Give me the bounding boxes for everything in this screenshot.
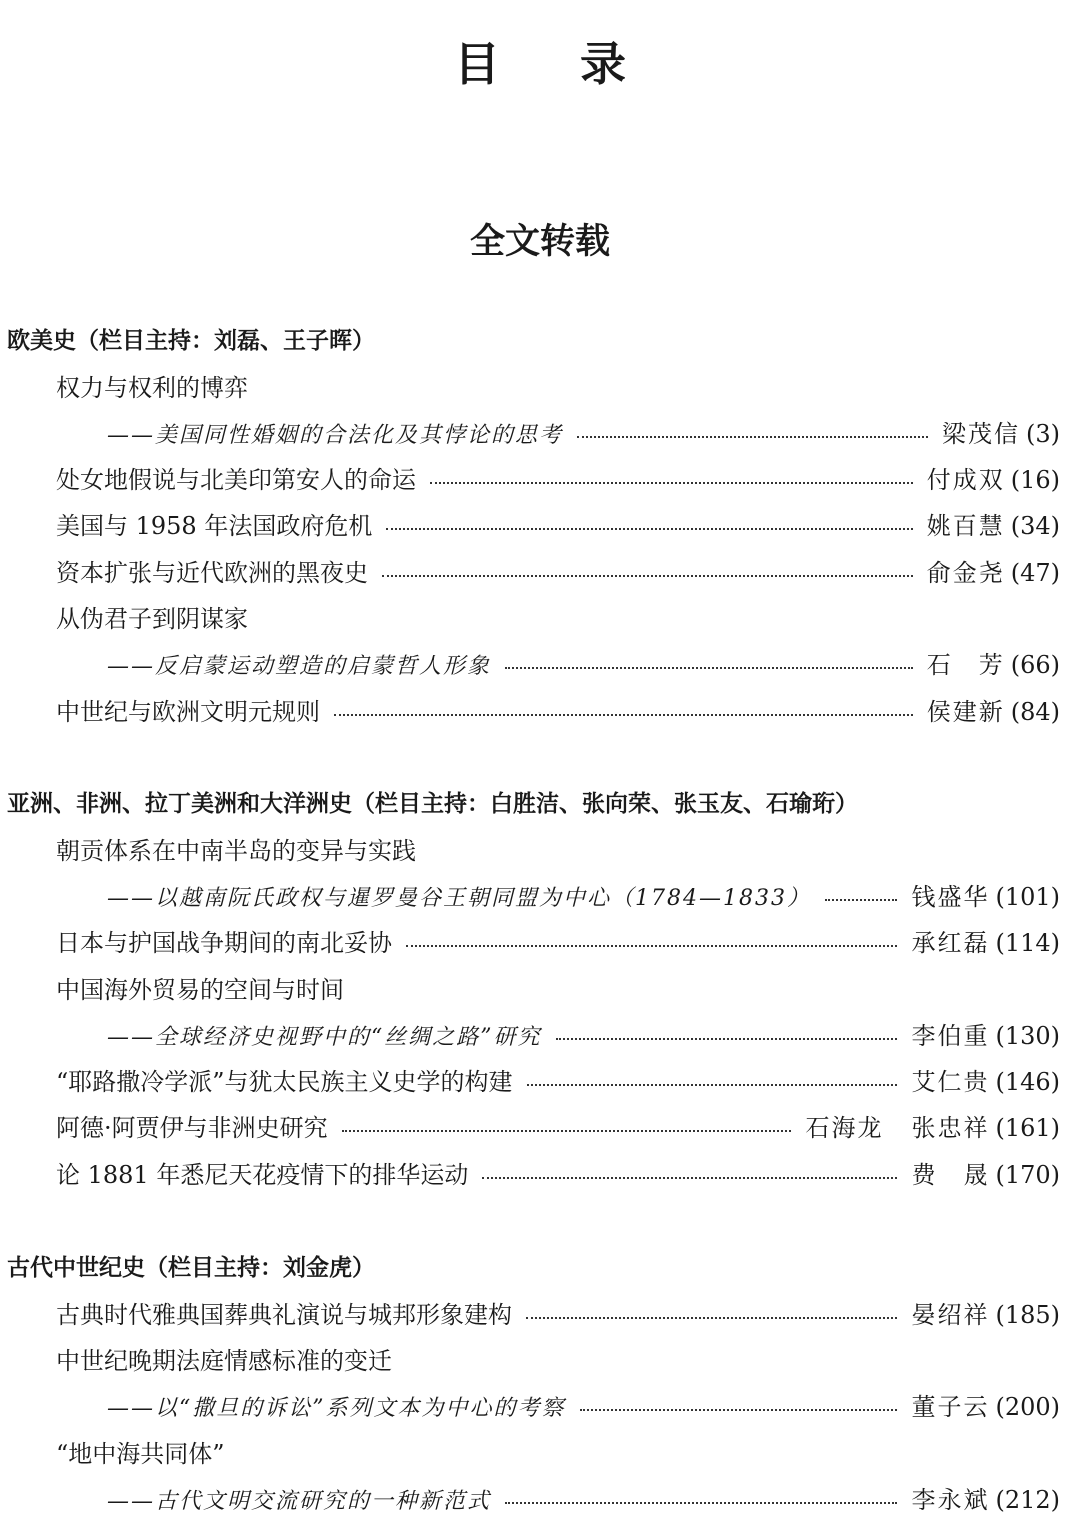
- toc-entry[interactable]: [0, 692, 1060, 726]
- dot-leader: [430, 482, 913, 484]
- entry-page: (130): [995, 1022, 1060, 1050]
- dot-leader: [526, 1317, 897, 1319]
- entry-title: 论 1881 年悉尼天花疫情下的排华运动: [56, 1161, 469, 1189]
- toc-entry[interactable]: [0, 1155, 1060, 1189]
- toc-entry[interactable]: [0, 1016, 1060, 1050]
- entry-title: 中国海外贸易的空间与时间: [56, 976, 344, 1004]
- toc-entry[interactable]: [0, 970, 1060, 1004]
- section-heading: 全文转载: [469, 222, 610, 262]
- toc-entry[interactable]: [0, 877, 1060, 911]
- toc-entry[interactable]: [0, 831, 1060, 865]
- toc-entry[interactable]: [0, 1295, 1060, 1329]
- toc-entry[interactable]: [0, 923, 1060, 957]
- entry-author: 董子云: [911, 1393, 990, 1421]
- entry-subtitle: ——美国同性婚姻的合法化及其悖论的思考: [107, 423, 564, 448]
- entry-subtitle: ——以越南阮氏政权与暹罗曼谷王朝同盟为中心（1784—1833）: [107, 886, 811, 911]
- column-heading: 亚洲、非洲、拉丁美洲和大洋洲史（栏目主持：白胜洁、张向荣、张玉友、石瑜珩）: [7, 790, 858, 817]
- entry-author: 石海龙: [805, 1114, 884, 1142]
- entry-title: “地中海共同体”: [56, 1440, 225, 1468]
- toc-entry[interactable]: [0, 1387, 1060, 1421]
- entry-title: “耶路撒冷学派”与犹太民族主义史学的构建: [56, 1068, 513, 1096]
- dot-leader: [577, 436, 928, 438]
- dot-leader: [482, 1177, 897, 1179]
- dot-leader: [334, 714, 913, 716]
- toc-entry[interactable]: [0, 460, 1060, 494]
- entry-title: 美国与 1958 年法国政府危机: [56, 512, 373, 540]
- column-heading: 古代中世纪史（栏目主持：刘金虎）: [7, 1254, 375, 1281]
- entry-title: 从伪君子到阴谋家: [56, 605, 248, 633]
- dot-leader: [556, 1038, 898, 1040]
- page-title: [0, 28, 1080, 94]
- entry-title: 资本扩张与近代欧洲的黑夜史: [56, 559, 368, 587]
- toc-entry[interactable]: [0, 599, 1060, 633]
- entry-title: 中世纪晚期法庭情感标准的变迁: [56, 1347, 392, 1375]
- entry-title: 古典时代雅典国葬典礼演说与城邦形象建构: [56, 1301, 512, 1329]
- dot-leader: [382, 575, 913, 577]
- dot-leader: [505, 1502, 897, 1504]
- column-heading: 欧美史（栏目主持：刘磊、王子晖）: [7, 327, 375, 354]
- entry-page: (3): [1026, 420, 1060, 448]
- dot-leader: [406, 945, 897, 947]
- page-title-char-2: 录: [580, 37, 626, 91]
- entry-page: (16): [1010, 466, 1060, 494]
- entry-page: (47): [1010, 559, 1060, 587]
- dot-leader: [825, 899, 897, 901]
- toc-entry[interactable]: [0, 1341, 1060, 1375]
- toc-entry[interactable]: [0, 1434, 1060, 1468]
- dot-leader: [580, 1409, 898, 1411]
- entry-author: 艾仁贵: [911, 1068, 990, 1096]
- entry-page: (212): [995, 1486, 1060, 1514]
- entry-page: (66): [1010, 651, 1060, 679]
- entry-author: 承红磊: [911, 929, 990, 957]
- dot-leader: [386, 528, 912, 530]
- entry-page: (170): [995, 1161, 1060, 1189]
- entry-page: (101): [995, 883, 1060, 911]
- entry-author: 石 芳: [926, 651, 1005, 679]
- toc-entry[interactable]: [0, 1062, 1060, 1096]
- dot-leader: [505, 667, 913, 669]
- entry-title: 日本与护国战争期间的南北妥协: [56, 929, 392, 957]
- toc-entry[interactable]: [0, 506, 1060, 540]
- entry-page: (146): [995, 1068, 1060, 1096]
- toc-entry[interactable]: [0, 1480, 1060, 1514]
- entry-author: 付成双: [926, 466, 1005, 494]
- entry-author: 钱盛华: [911, 883, 990, 911]
- page-title-char-1: 目: [454, 37, 500, 91]
- dot-leader: [342, 1130, 792, 1132]
- entry-title: 中世纪与欧洲文明元规则: [56, 698, 320, 726]
- entry-page: (161): [995, 1114, 1060, 1142]
- entry-subtitle: ——以“撒旦的诉讼”系列文本为中心的考察: [107, 1396, 566, 1421]
- entry-title: 处女地假说与北美印第安人的命运: [56, 466, 416, 494]
- entry-subtitle: ——全球经济史视野中的“丝绸之路”研究: [107, 1025, 542, 1050]
- entry-page: (114): [995, 929, 1060, 957]
- entry-author: 张忠祥: [911, 1114, 990, 1142]
- entry-author: 俞金尧: [926, 559, 1005, 587]
- entry-title: 权力与权利的博弈: [56, 374, 248, 402]
- toc-entry[interactable]: [0, 368, 1060, 402]
- dot-leader: [527, 1084, 898, 1086]
- entry-title: 阿德·阿贾伊与非洲史研究: [56, 1114, 328, 1142]
- entry-title: 朝贡体系在中南半岛的变异与实践: [56, 837, 416, 865]
- entry-author: 晏绍祥: [911, 1301, 990, 1329]
- entry-page: (84): [1010, 698, 1060, 726]
- entry-subtitle: ——反启蒙运动塑造的启蒙哲人形象: [107, 654, 492, 679]
- entry-author: 李永斌: [911, 1486, 990, 1514]
- entry-author: 姚百慧: [926, 512, 1005, 540]
- entry-page: (34): [1010, 512, 1060, 540]
- toc-entry[interactable]: [0, 1108, 1060, 1142]
- entry-author: 侯建新: [926, 698, 1005, 726]
- entry-author: 梁茂信: [942, 420, 1020, 448]
- toc-entry[interactable]: [0, 645, 1060, 679]
- entry-author: 李伯重: [911, 1022, 990, 1050]
- toc-entry[interactable]: [0, 414, 1060, 448]
- entry-page: (185): [995, 1301, 1060, 1329]
- toc-entry[interactable]: [0, 553, 1060, 587]
- entry-subtitle: ——古代文明交流研究的一种新范式: [107, 1489, 492, 1514]
- entry-page: (200): [995, 1393, 1060, 1421]
- entry-author: 费 晟: [911, 1161, 990, 1189]
